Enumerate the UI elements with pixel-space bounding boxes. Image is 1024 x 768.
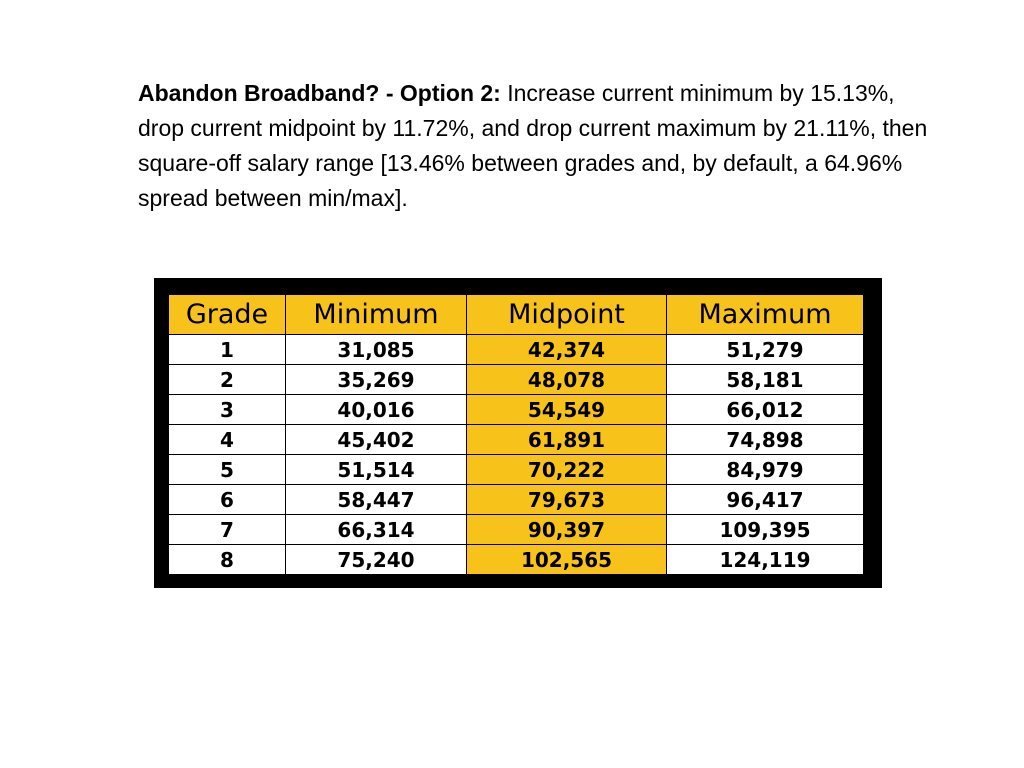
midpoint-cell: 90,397 (467, 515, 667, 545)
midpoint-cell: 70,222 (467, 455, 667, 485)
header-midpoint: Midpoint (467, 295, 667, 335)
maximum-cell: 109,395 (667, 515, 864, 545)
table-body (169, 335, 864, 575)
maximum-cell: 84,979 (667, 455, 864, 485)
midpoint-cell: 61,891 (467, 425, 667, 455)
table-row (169, 365, 864, 395)
grade-cell: 8 (169, 545, 286, 575)
table-row (169, 395, 864, 425)
minimum-cell: 51,514 (286, 455, 467, 485)
midpoint-cell: 102,565 (467, 545, 667, 575)
table-row (169, 515, 864, 545)
grade-cell: 4 (169, 425, 286, 455)
minimum-cell: 31,085 (286, 335, 467, 365)
maximum-cell: 51,279 (667, 335, 864, 365)
midpoint-cell: 42,374 (467, 335, 667, 365)
midpoint-cell: 48,078 (467, 365, 667, 395)
slide-intro-text (138, 76, 938, 216)
minimum-cell: 35,269 (286, 365, 467, 395)
maximum-cell: 58,181 (667, 365, 864, 395)
header-grade: Grade (169, 295, 286, 335)
maximum-cell: 66,012 (667, 395, 864, 425)
minimum-cell: 75,240 (286, 545, 467, 575)
minimum-cell: 45,402 (286, 425, 467, 455)
grade-cell: 1 (169, 335, 286, 365)
slide-heading-bold: Abandon Broadband? - Option 2: (138, 80, 501, 106)
slide-heading-text: Increase current minimum by 15.13%, drop current midpoint by 11.72%, and drop current maximum by 21.11%, then square-off salary range [13.46% between grades and, by default, a 64.96% spread between min/max]. (138, 80, 928, 211)
midpoint-cell: 79,673 (467, 485, 667, 515)
grade-cell: 5 (169, 455, 286, 485)
minimum-cell: 58,447 (286, 485, 467, 515)
maximum-cell: 96,417 (667, 485, 864, 515)
salary-table-frame (154, 278, 882, 588)
salary-range-table (168, 294, 864, 575)
maximum-cell: 74,898 (667, 425, 864, 455)
minimum-cell: 40,016 (286, 395, 467, 425)
grade-cell: 3 (169, 395, 286, 425)
table-row (169, 485, 864, 515)
table-header-row (169, 295, 864, 335)
table-row (169, 455, 864, 485)
table-row (169, 335, 864, 365)
maximum-cell: 124,119 (667, 545, 864, 575)
grade-cell: 7 (169, 515, 286, 545)
midpoint-cell: 54,549 (467, 395, 667, 425)
header-minimum: Minimum (286, 295, 467, 335)
minimum-cell: 66,314 (286, 515, 467, 545)
table-row (169, 545, 864, 575)
grade-cell: 6 (169, 485, 286, 515)
table-row (169, 425, 864, 455)
header-maximum: Maximum (667, 295, 864, 335)
grade-cell: 2 (169, 365, 286, 395)
